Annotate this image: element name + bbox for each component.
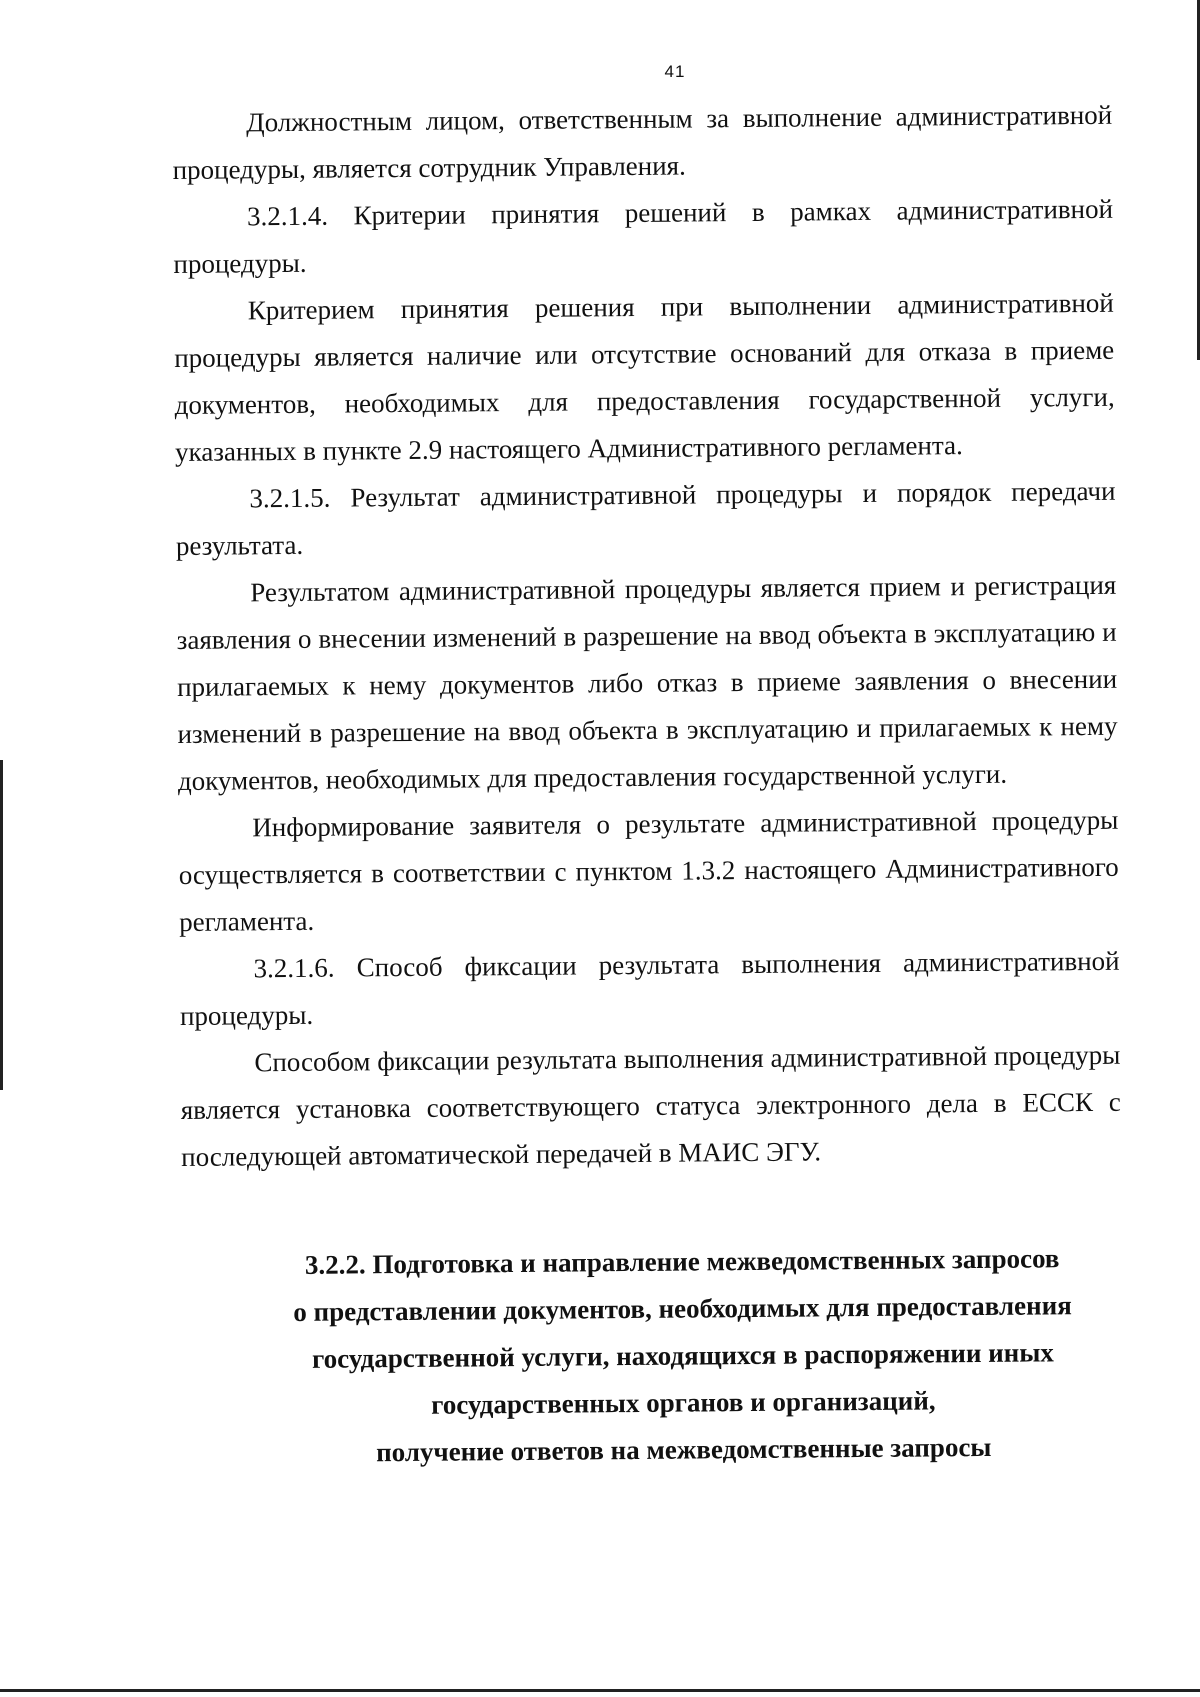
paragraph: 3.2.1.6. Способ фиксации результата выполнения административной процедуры. bbox=[179, 945, 1120, 1031]
document-body bbox=[172, 92, 1124, 1478]
heading-line: государственных органов и организаций, bbox=[431, 1385, 936, 1420]
scan-edge-left bbox=[0, 760, 3, 1090]
paragraph: Способом фиксации результата выполнения административной процедуры является установка соответствующего статуса электронного дела в ЕССК с последующей автоматической передачей в МАИС ЭГУ. bbox=[180, 1039, 1121, 1172]
heading-line: о представлении документов, необходимых для предоставления bbox=[293, 1290, 1072, 1327]
paragraph: 3.2.1.5. Результат административной процедуры и порядок передачи результата. bbox=[175, 475, 1116, 561]
section-heading bbox=[182, 1235, 1124, 1478]
paragraph: Информирование заявителя о результате административной процедуры осуществляется в соответствии с пунктом 1.3.2 настоящего Административного регламента. bbox=[178, 804, 1119, 937]
scan-edge-bottom bbox=[0, 1689, 1200, 1692]
paragraph: Должностным лицом, ответственным за выполнение административной процедуры, является сотрудник Управления. bbox=[172, 99, 1113, 185]
paragraph: Результатом административной процедуры является прием и регистрация заявления о внесении изменений в разрешение на ввод объекта в эксплуатацию и прилагаемых к нему документов либо отказ в приеме заявления о внесении изменений в разрешение на ввод объекта в эксплуатацию и прилагаемых к нему документов, необходимых для предоставления государственной услуги. bbox=[176, 569, 1118, 796]
paragraph: Критерием принятия решения при выполнении административной процедуры является наличие или отсутствие оснований для отказа в приеме документов, необходимых для предоставления государственной услуги, указанных в пункте 2.9 настоящего Административного регламента. bbox=[174, 287, 1115, 467]
paragraph: 3.2.1.4. Критерии принятия решений в рамках административной процедуры. bbox=[173, 193, 1114, 279]
heading-line: 3.2.2. Подготовка и направление межведомственных запросов bbox=[304, 1243, 1060, 1280]
page-number: 41 bbox=[664, 62, 686, 81]
heading-line: государственной услуги, находящихся в распоряжении иных bbox=[311, 1337, 1054, 1374]
heading-line: получение ответов на межведомственные запросы bbox=[376, 1431, 992, 1468]
